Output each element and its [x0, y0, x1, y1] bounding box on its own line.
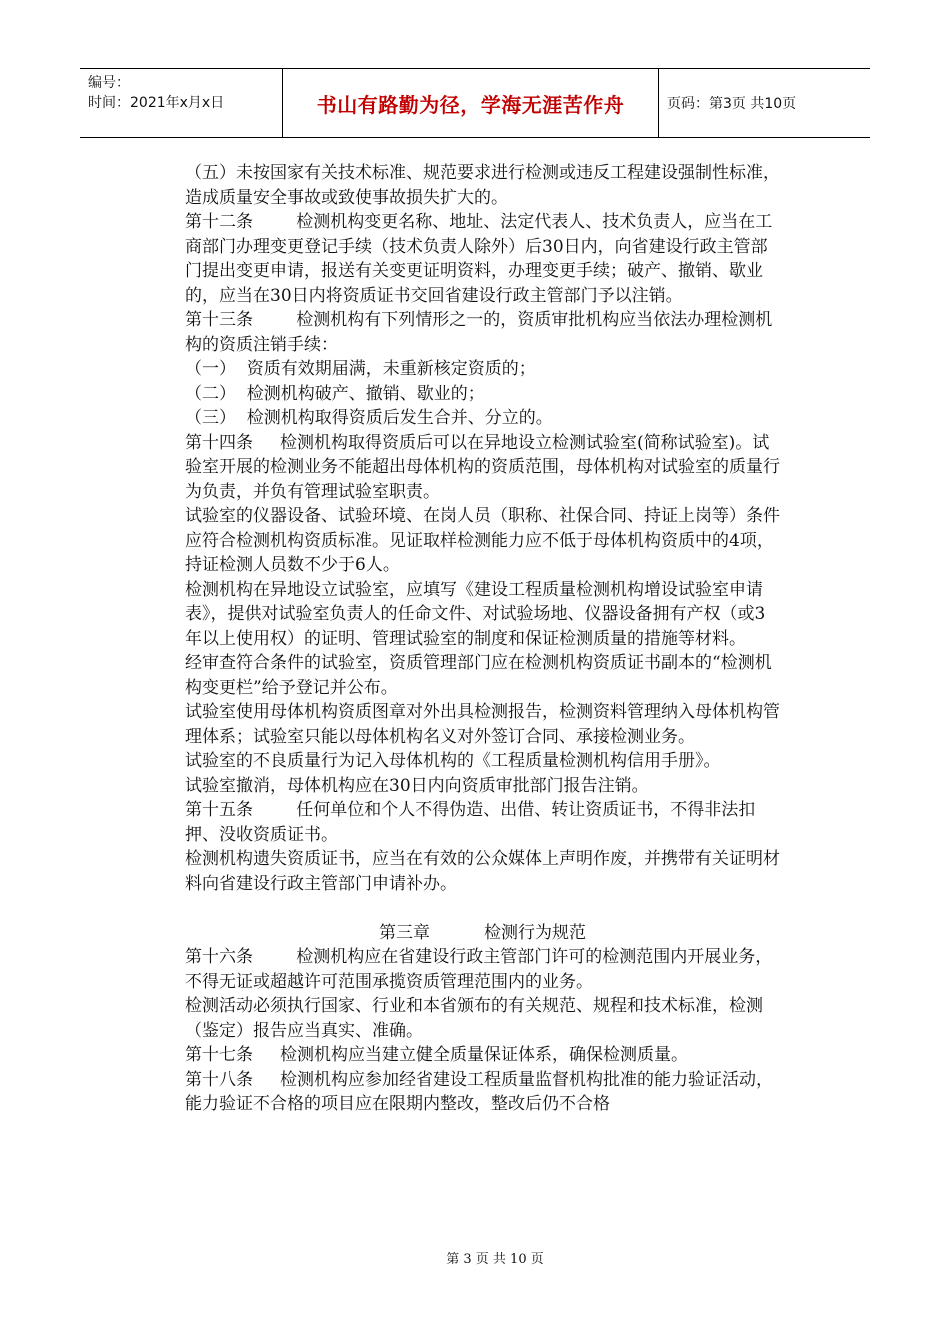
paragraph: （二） 检测机构破产、撤销、歇业的； [185, 383, 485, 404]
header-page-info: 页码：第3页 共10页 [667, 96, 797, 112]
header-motto: 书山有路勤为径，学海无涯苦作舟 [283, 69, 659, 137]
paragraph: （一） 资质有效期届满，未重新核定资质的； [185, 359, 536, 379]
paragraph: 试验室的仪器设备、试验环境、在岗人员（职称、社保合同、持证上岗等）条件应符合检测机构资质标准。见证取样检测能力应不低于母体机构资质中的4项，持证检测人员数不少于6人。 [185, 506, 780, 575]
paragraph: 第十二条 检测机构变更名称、地址、法定代表人、技术负责人，应当在工商部门办理变更登记手续（技术负责人除外）后30日内，向省建设行政主管部门提出变更申请，报送有关变更证明资料，办理变更手续；破产、撤销、歇业的，应当在30日内将资质证书交回省建设行政主管部门予以注销。 [185, 212, 773, 306]
page-header [80, 68, 870, 138]
paragraph: 检测机构遗失资质证书，应当在有效的公众媒体上声明作废，并携带有关证明材料向省建设行政主管部门申请补办。 [185, 849, 780, 894]
paragraph: 检测活动必须执行国家、行业和本省颁布的有关规范、规程和技术标准，检测（鉴定）报告应当真实、准确。 [185, 996, 763, 1041]
document-body [185, 161, 780, 1117]
paragraph: 经审查符合条件的试验室，资质管理部门应在检测机构资质证书副本的“检测机构变更栏”给予登记并公布。 [185, 653, 772, 698]
page-footer: 第 3 页 共 10 页 [446, 1252, 544, 1267]
paragraph: （五）未按国家有关技术标准、规范要求进行检测或违反工程建设强制性标准，造成质量安全事故或致使事故损失扩大的。 [185, 163, 780, 208]
chapter-title: 第三章 检测行为规范 [378, 922, 587, 943]
paragraph: 第十五条 任何单位和个人不得伪造、出借、转让资质证书，不得非法扣押、没收资质证书。 [185, 800, 756, 845]
paragraph: 第十六条 检测机构应在省建设行政主管部门许可的检测范围内开展业务，不得无证或超越许可范围承揽资质管理范围内的业务。 [185, 947, 773, 992]
paragraph: 第十四条 检测机构取得资质后可以在异地设立检测试验室(简称试验室)。试验室开展的检测业务不能超出母体机构的资质范围，母体机构对试验室的质量行为负责，并负有管理试验室职责。 [185, 432, 780, 502]
paragraph: 检测机构在异地设立试验室，应填写《建设工程质量检测机构增设试验室申请表》，提供对试验室负责人的任命文件、对试验场地、仪器设备拥有产权（或3年以上使用权）的证明、管理试验室的制度和保证检测质量的措施等材料。 [185, 579, 766, 649]
paragraph: 第十七条 检测机构应当建立健全质量保证体系，确保检测质量。 [185, 1045, 689, 1065]
header-meta [80, 69, 283, 137]
number-label: 编号： [88, 75, 130, 91]
paragraph: 试验室的不良质量行为记入母体机构的《工程质量检测机构信用手册》。 [185, 751, 721, 771]
paragraph: 试验室撤消，母体机构应在30日内向资质审批部门报告注销。 [185, 775, 649, 796]
paragraph: 试验室使用母体机构资质图章对外出具检测报告，检测资料管理纳入母体机构管理体系；试验室只能以母体机构名义对外签订合同、承接检测业务。 [185, 702, 780, 747]
paragraph: 第十八条 检测机构应参加经省建设工程质量监督机构批准的能力验证活动，能力验证不合格的项目应在限期内整改，整改后仍不合格 [185, 1069, 774, 1114]
paragraph: 第十三条 检测机构有下列情形之一的，资质审批机构应当依法办理检测机构的资质注销手续： [185, 310, 773, 355]
time-label: 时间：2021年x月x日 [88, 95, 225, 111]
paragraph: （三） 检测机构取得资质后发生合并、分立的。 [185, 408, 553, 428]
